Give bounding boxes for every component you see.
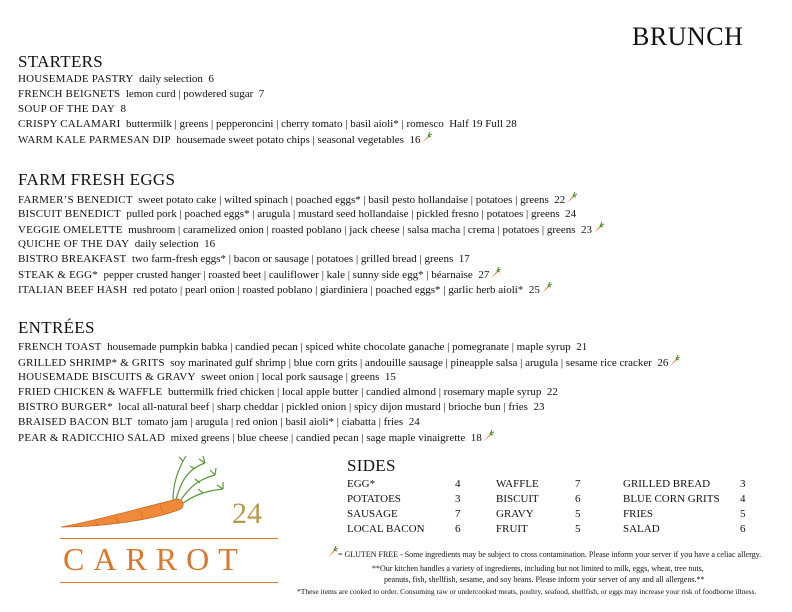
gluten-free-marker	[489, 269, 501, 281]
menu-item-name: FRENCH BEIGNETS	[18, 88, 121, 100]
side-item	[496, 477, 585, 492]
menu-item-description: mushroom | caramelized onion | roasted poblano | jack cheese | salsa macha | crema | potatoes | greens	[128, 224, 576, 236]
side-item-price: 6	[740, 523, 746, 535]
menu-item-description: daily selection	[134, 238, 199, 250]
carrot-24-logo	[55, 455, 285, 595]
side-item-name: BISCUIT	[496, 493, 539, 505]
menu-item-price: 26	[657, 357, 669, 369]
menu-item-price: 6	[208, 73, 214, 85]
gluten-free-marker	[592, 224, 604, 236]
menu-item-price: 22	[546, 386, 558, 398]
menu-item	[18, 415, 420, 430]
menu-item-name: ITALIAN BEEF HASH	[18, 284, 128, 296]
menu-item-name: HOUSEMADE PASTRY	[18, 73, 134, 85]
side-item	[347, 492, 465, 507]
menu-item	[18, 385, 558, 400]
menu-item-name: PEAR & RADICCHIO SALAD	[18, 432, 166, 444]
logo-rule-top	[60, 538, 278, 539]
menu-item	[18, 237, 215, 252]
menu-item-name: SOUP OF THE DAY	[18, 103, 116, 115]
gluten-free-marker	[668, 357, 680, 369]
allergen-note-1: **Our kitchen handles a variety of ingredients, including but not limited to milk, eggs, wheat, tree nuts,	[372, 564, 704, 573]
carrot-icon	[327, 546, 338, 558]
sides-title: SIDES	[347, 456, 396, 475]
menu-item-description: lemon curd | powdered sugar	[125, 88, 254, 100]
menu-item-price: 25	[528, 284, 540, 296]
menu-item-description: buttermilk fried chicken | local apple butter | candied almond | rosemary maple syrup	[167, 386, 542, 398]
menu-item-description: sweet onion | local pork sausage | greens	[201, 371, 380, 383]
side-item-name: EGG*	[347, 478, 376, 490]
menu-item-description: pepper crusted hanger | roasted beet | cauliflower | kale | sunny side egg* | béarnaise	[103, 269, 473, 281]
menu-item-price: 24	[408, 416, 420, 428]
menu-item-name: STEAK & EGG*	[18, 269, 99, 281]
menu-item-price: 23	[581, 224, 593, 236]
side-item-name: SALAD	[623, 523, 660, 535]
side-item-price: 4	[740, 493, 746, 505]
side-item-name: GRILLED BREAD	[623, 478, 711, 490]
logo-word: CARROT	[63, 541, 247, 577]
side-item-name: LOCAL BACON	[347, 523, 425, 535]
menu-item-name: WARM KALE PARMESAN DIP	[18, 134, 171, 146]
menu-item	[18, 87, 264, 102]
menu-item-name: FRENCH TOAST	[18, 341, 102, 353]
logo-number: 24	[232, 497, 262, 530]
side-item-price: 6	[455, 523, 461, 535]
menu-item	[18, 222, 604, 238]
menu-item	[18, 207, 576, 222]
menu-item-price: Half 19 Full 28	[449, 118, 517, 130]
raw-food-warning: *These items are cooked to order. Consuming raw or undercooked meats, poultry, seafood, shellfish, or eggs may increase your risk of foodborne illness.	[297, 587, 757, 596]
menu-item-price: 17	[458, 253, 470, 265]
side-item-name: POTATOES	[347, 493, 401, 505]
menu-item-name: FARMER’S BENEDICT	[18, 194, 133, 206]
menu-item-price: 21	[576, 341, 588, 353]
menu-item-name: BISCUIT BENEDICT	[18, 208, 121, 220]
side-item	[496, 492, 585, 507]
menu-item-price: 24	[565, 208, 577, 220]
side-item	[347, 522, 465, 537]
menu-item-description: housemade pumpkin babka | candied pecan | spiced white chocolate ganache | pomegranate | maple syrup	[107, 341, 571, 353]
side-item	[496, 522, 585, 537]
menu-item	[18, 267, 501, 283]
side-item-name: BLUE CORN GRITS	[623, 493, 720, 505]
menu-item-description: mixed greens | blue cheese | candied pecan | sage maple vinaigrette	[170, 432, 466, 444]
section-title: STARTERS	[18, 52, 104, 71]
menu-item-description: soy marinated gulf shrimp | blue corn grits | andouille sausage | pineapple salsa | arugula | sesame rice cracker	[170, 357, 652, 369]
menu-item	[18, 282, 552, 298]
side-item	[347, 477, 465, 492]
menu-item-price: 8	[120, 103, 127, 115]
side-item-price: 4	[455, 478, 461, 490]
gluten-free-carrot-icon	[483, 430, 494, 442]
side-item-price: 5	[740, 508, 746, 520]
menu-item-price: 27	[478, 269, 490, 281]
side-item-price: 5	[575, 508, 581, 520]
menu-title: BRUNCH	[632, 22, 744, 51]
side-item	[623, 492, 750, 507]
section-title: ENTRÉES	[18, 318, 95, 337]
gluten-free-carrot-icon	[490, 267, 501, 279]
menu-item-name: VEGGIE OMELETTE	[18, 224, 123, 236]
menu-item	[18, 340, 587, 355]
gluten-free-carrot-icon	[593, 222, 604, 234]
side-item	[623, 477, 750, 492]
menu-item-name: BISTRO BURGER*	[18, 401, 113, 413]
gluten-free-carrot-icon	[669, 355, 680, 367]
menu-item-name: HOUSEMADE BISCUITS & GRAVY	[18, 371, 196, 383]
side-item-name: FRUIT	[496, 523, 528, 535]
menu-item	[18, 430, 494, 446]
menu-item-description: housemade sweet potato chips | seasonal vegetables	[176, 134, 404, 146]
menu-item-description: sweet potato cake | wilted spinach | poached eggs* | basil pesto hollandaise | potatoes | greens	[138, 194, 549, 206]
menu-item-description: local all-natural beef | sharp cheddar | pickled onion | spicy dijon mustard | brioche bun | fries	[118, 401, 528, 413]
menu-item-description: tomato jam | arugula | red onion | basil aioli* | ciabatta | fries	[137, 416, 404, 428]
menu-item	[18, 192, 577, 208]
menu-item-description: pulled pork | poached eggs* | arugula | mustard seed hollandaise | pickled fresno | potatoes | greens	[126, 208, 560, 220]
side-item-price: 6	[575, 493, 581, 505]
section-title: FARM FRESH EGGS	[18, 170, 176, 189]
gluten-free-marker	[482, 432, 494, 444]
menu-item-description: buttermilk | greens | pepperoncini | cherry tomato | basil aioli* | romesco	[126, 118, 444, 130]
gluten-free-marker	[540, 284, 552, 296]
allergen-note-2: peanuts, fish, shellfish, sesame, and soy beans. Please inform your server of any and all allergens.**	[384, 575, 705, 584]
side-item	[623, 522, 750, 537]
side-item-name: WAFFLE	[496, 478, 539, 490]
menu-item-price: 7	[258, 88, 265, 100]
menu-item	[18, 370, 396, 385]
gluten-free-carrot-icon	[421, 132, 432, 144]
gluten-free-marker	[565, 194, 577, 206]
side-item-name: GRAVY	[496, 508, 534, 520]
menu-item-description: red potato | pearl onion | roasted poblano | giardiniera | poached eggs* | garlic herb aioli*	[132, 284, 524, 296]
menu-item	[18, 132, 432, 148]
menu-item-price: 18	[470, 432, 482, 444]
side-item-name: SAUSAGE	[347, 508, 398, 520]
side-item	[347, 507, 465, 522]
menu-item-price: 22	[554, 194, 566, 206]
side-item-price: 3	[455, 493, 461, 505]
side-item-price: 7	[455, 508, 461, 520]
gluten-free-marker	[420, 134, 432, 146]
menu-item-price: 15	[384, 371, 396, 383]
logo-rule-bottom	[60, 582, 278, 583]
side-item-name: FRIES	[623, 508, 653, 520]
menu-item-name: BRAISED BACON BLT	[18, 416, 133, 428]
menu-item-name: CRISPY CALAMARI	[18, 118, 121, 130]
side-item	[623, 507, 750, 522]
menu-item	[18, 72, 214, 87]
menu-item-description: daily selection	[139, 73, 203, 85]
side-item-price: 5	[575, 523, 581, 535]
menu-item-name: FRIED CHICKEN & WAFFLE	[18, 386, 163, 398]
menu-item-price: 16	[409, 134, 421, 146]
side-item-price: 3	[740, 478, 746, 490]
menu-item	[18, 355, 680, 371]
side-item-price: 7	[575, 478, 581, 490]
gluten-free-carrot-icon	[541, 282, 552, 294]
menu-item-name: QUICHE OF THE DAY	[18, 238, 130, 250]
gluten-free-text: = GLUTEN FREE - Some ingredients may be subject to cross contamination. Please inform your server if you have a celiac allergy.	[338, 550, 762, 559]
menu-item	[18, 252, 470, 267]
menu-item-price: 16	[204, 238, 216, 250]
menu-item-price: 23	[533, 401, 545, 413]
menu-item-name: BISTRO BREAKFAST	[18, 253, 127, 265]
menu-item	[18, 102, 126, 117]
gluten-free-carrot-icon	[566, 192, 577, 204]
side-item	[496, 507, 585, 522]
menu-item	[18, 117, 517, 132]
gluten-free-note	[326, 546, 761, 560]
menu-item-name: GRILLED SHRIMP* & GRITS	[18, 357, 165, 369]
menu-item	[18, 400, 544, 415]
menu-item-description: two farm-fresh eggs* | bacon or sausage | potatoes | grilled bread | greens	[131, 253, 454, 265]
